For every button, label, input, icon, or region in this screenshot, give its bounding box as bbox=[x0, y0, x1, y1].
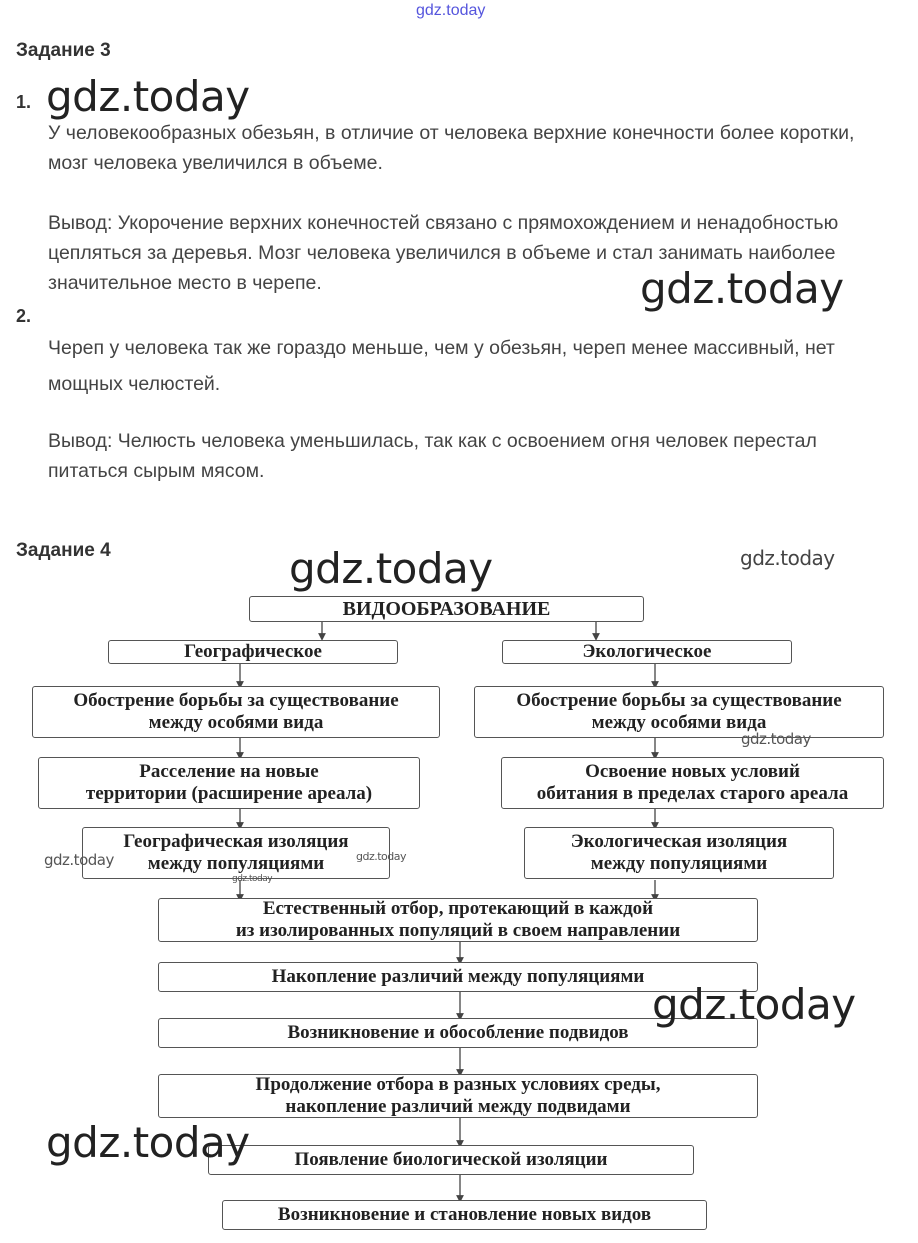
site-label[interactable]: gdz.today bbox=[416, 2, 486, 19]
task3-item1-conclusion: Вывод: Укорочение верхних конечностей связано с прямохождением и ненадобностью цепляться за деревья. Мозг человека увеличился в объеме и стал занимать наиболее значительное место в черепе. bbox=[48, 212, 839, 294]
diagram-right-title bbox=[502, 640, 792, 664]
right-step-1-line-1: Обострение борьбы за существование bbox=[516, 690, 842, 711]
right-step-2-line-2: обитания в пределах старого ареала bbox=[536, 783, 849, 804]
left-step-3-line-2: между популяциями bbox=[147, 853, 325, 874]
left-step-2-line-1: Расселение на новые bbox=[139, 761, 319, 782]
common-step-6-line-1: Возникновение и становление новых видов bbox=[277, 1204, 652, 1225]
right-step-2 bbox=[501, 757, 884, 809]
diagram-left-title bbox=[108, 640, 398, 664]
left-step-1-line-2: между особями вида bbox=[148, 712, 324, 733]
right-step-3 bbox=[524, 827, 834, 879]
watermark-9: gdz.today bbox=[652, 980, 856, 1029]
watermark-6: gdz.today bbox=[44, 851, 114, 869]
task3-heading: Задание 3 bbox=[16, 40, 111, 61]
diagram-root-label: ВИДООБРАЗОВАНИЕ bbox=[342, 598, 551, 620]
diagram-root bbox=[249, 596, 644, 622]
common-step-4-line-1: Продолжение отбора в разных условиях среды, bbox=[255, 1074, 661, 1095]
right-step-1 bbox=[474, 686, 884, 738]
watermark-5: gdz.today bbox=[741, 730, 811, 748]
common-step-1-line-1: Естественный отбор, протекающий в каждой bbox=[262, 898, 654, 919]
watermark-10: gdz.today bbox=[46, 1118, 250, 1167]
left-step-2 bbox=[38, 757, 420, 809]
left-step-1-line-1: Обострение борьбы за существование bbox=[73, 690, 399, 711]
watermark-7: gdz.today bbox=[356, 850, 407, 863]
left-title-label: Географическое bbox=[184, 641, 322, 662]
right-step-1-line-2: между особями вида bbox=[591, 712, 767, 733]
left-step-1 bbox=[32, 686, 440, 738]
common-step-4 bbox=[158, 1074, 758, 1118]
common-step-1-line-2: из изолированных популяций в своем направлении bbox=[235, 920, 681, 941]
task3-item2-number: 2. bbox=[16, 306, 32, 326]
right-step-3-line-2: между популяциями bbox=[590, 853, 768, 874]
task3-item2-text: Череп у человека так же гораздо меньше, чем у обезьян, череп менее массивный, нет мощных челюстей. bbox=[48, 337, 835, 395]
left-step-3 bbox=[82, 827, 390, 879]
left-step-3-line-1: Географическая изоляция bbox=[123, 831, 349, 852]
watermark-8: gdz.today bbox=[232, 874, 273, 884]
common-step-4-line-2: накопление различий между подвидами bbox=[285, 1096, 631, 1117]
task3-item1-number: 1. bbox=[16, 92, 32, 112]
task4-heading: Задание 4 bbox=[16, 540, 111, 561]
watermark-4: gdz.today bbox=[740, 546, 835, 570]
common-step-6 bbox=[222, 1200, 707, 1230]
watermark-1: gdz.today bbox=[46, 72, 250, 121]
right-step-3-line-1: Экологическая изоляция bbox=[570, 831, 788, 852]
right-step-2-line-1: Освоение новых условий bbox=[585, 761, 800, 782]
common-step-2-line-1: Накопление различий между популяциями bbox=[271, 966, 645, 987]
common-step-3-line-1: Возникновение и обособление подвидов bbox=[287, 1022, 629, 1043]
task3-item2-conclusion: Вывод: Челюсть человека уменьшилась, так как с освоением огня человек перестал питаться сырым мясом. bbox=[48, 430, 817, 482]
watermark-2: gdz.today bbox=[640, 264, 844, 313]
common-step-5-line-1: Появление биологической изоляции bbox=[294, 1149, 608, 1170]
left-step-2-line-2: территории (расширение ареала) bbox=[85, 783, 373, 804]
watermark-3: gdz.today bbox=[289, 544, 493, 593]
common-step-5 bbox=[208, 1145, 694, 1175]
common-step-1 bbox=[158, 898, 758, 942]
task3-item1-text: У человекообразных обезьян, в отличие от человека верхние конечности более коротки, мозг человека увеличился в объеме. bbox=[48, 122, 855, 174]
right-title-label: Экологическое bbox=[582, 641, 712, 662]
